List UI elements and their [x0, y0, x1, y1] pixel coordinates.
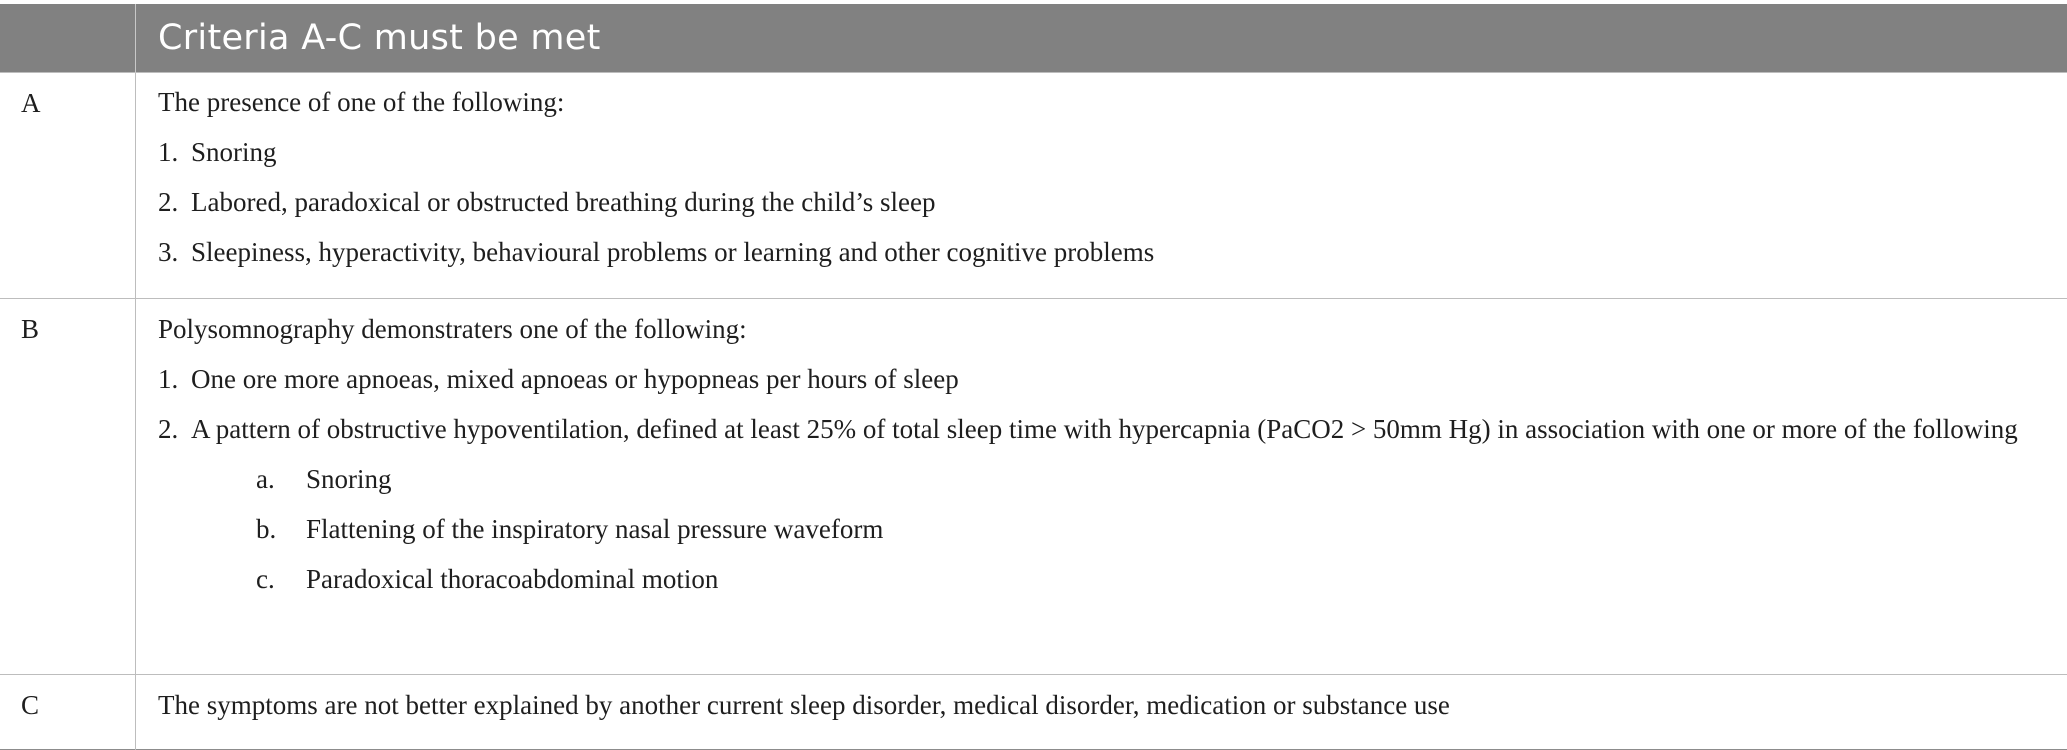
- list-item-text: One ore more apnoeas, mixed apnoeas or hypopneas per hours of sleep: [191, 354, 2037, 404]
- criteria-table: [0, 4, 2067, 750]
- row-key-b: B: [0, 299, 136, 675]
- sub-list-item: [158, 454, 2037, 504]
- table-row-b: [0, 299, 2067, 675]
- list-item-number: 2.: [158, 404, 191, 454]
- sub-list-item-letter: c.: [256, 554, 306, 604]
- list-item: [158, 177, 2037, 227]
- list-item-text: Labored, paradoxical or obstructed breathing during the child’s sleep: [191, 177, 2037, 227]
- sub-list-item-letter: b.: [256, 504, 306, 554]
- table-row-c: [0, 675, 2067, 750]
- list-item-number: 1.: [158, 127, 191, 177]
- sub-list-item-text: Flattening of the inspiratory nasal pressure waveform: [306, 504, 883, 554]
- sub-list-item-letter: a.: [256, 454, 306, 504]
- list-item: [158, 404, 2037, 454]
- list-item: [158, 127, 2037, 177]
- list-item-text: Snoring: [191, 127, 2037, 177]
- row-a-intro: The presence of one of the following:: [158, 77, 2037, 127]
- list-item-number: 1.: [158, 354, 191, 404]
- table-header-row: [0, 4, 2067, 73]
- row-content-a: [136, 73, 2067, 299]
- row-content-c: [136, 675, 2067, 750]
- row-b-intro: Polysomnography demonstraters one of the following:: [158, 304, 2037, 354]
- list-item-text: Sleepiness, hyperactivity, behavioural problems or learning and other cognitive problems: [191, 227, 2037, 277]
- list-item: [158, 354, 2037, 404]
- header-key-cell: [0, 4, 136, 73]
- row-key-c: C: [0, 675, 136, 750]
- list-item: [158, 227, 2037, 277]
- sub-list-item: [158, 554, 2037, 604]
- row-content-b: [136, 299, 2067, 675]
- row-c-text: The symptoms are not better explained by another current sleep disorder, medical disorder, medication or substance use: [158, 680, 2037, 730]
- row-key-a: A: [0, 73, 136, 299]
- sub-list-item-text: Paradoxical thoracoabdominal motion: [306, 554, 718, 604]
- table-row-a: [0, 73, 2067, 299]
- sub-list-item: [158, 504, 2037, 554]
- list-item-number: 2.: [158, 177, 191, 227]
- list-item-text: A pattern of obstructive hypoventilation, defined at least 25% of total sleep time with hypercapnia (PaCO2 > 50mm Hg) in association with one or more of the following: [191, 404, 2037, 454]
- list-item-number: 3.: [158, 227, 191, 277]
- header-title: Criteria A-C must be met: [136, 4, 2067, 73]
- sub-list-item-text: Snoring: [306, 454, 392, 504]
